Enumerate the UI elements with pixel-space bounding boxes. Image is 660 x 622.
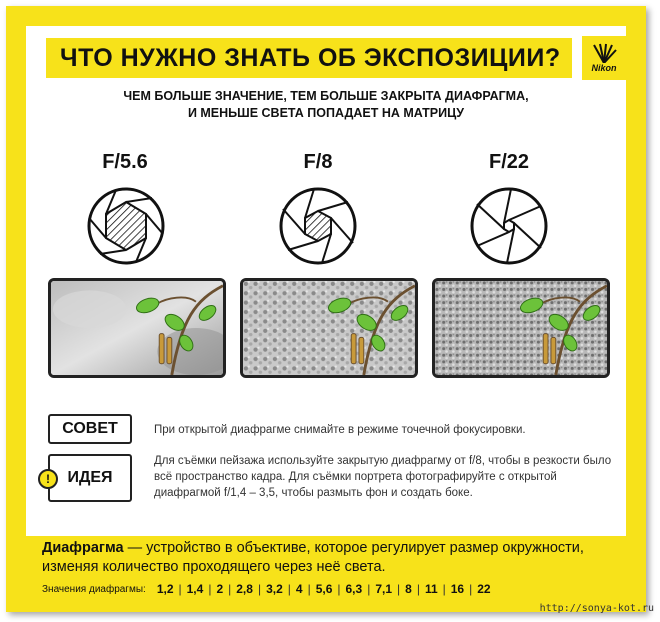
definition [42, 539, 612, 577]
nikon-logo [582, 36, 626, 80]
aperture-value: 11 [424, 582, 438, 596]
idea-label: ИДЕЯ [67, 469, 113, 486]
aperture-value: 5,6 [315, 582, 333, 596]
photo-f56 [48, 278, 226, 378]
aperture-value: 22 [477, 582, 491, 596]
advice-text: При открытой диафрагме снимайте в режиме точечной фокусировки. [154, 424, 526, 436]
logo-rays-icon [591, 43, 617, 63]
value-separator: | [397, 582, 401, 596]
poster-frame [6, 6, 646, 612]
advice-tag: СОВЕТ [48, 414, 132, 444]
idea-tag [48, 454, 132, 502]
aperture-label-1: F/5.6 [102, 151, 148, 173]
idea-text: Для съёмки пейзажа используйте закрытую диафрагму от f/8, чтобы в резкости было всё пространство кадра. Для съёмки портрета фотографируйте с открытой диафрагмой f/1,4 – 3,5, чтобы размыть фон и создать боке. [154, 455, 612, 499]
values-label: Значения диафрагмы: [42, 583, 146, 595]
value-separator: | [469, 582, 473, 596]
aperture-value: 2 [216, 582, 224, 596]
value-separator: | [208, 582, 212, 596]
subtitle [26, 88, 626, 122]
page-title: ЧТО НУЖНО ЗНАТЬ ОБ ЭКСПОЗИЦИИ? [60, 43, 561, 72]
value-separator: | [416, 582, 420, 596]
aperture-narrow-icon [469, 186, 549, 266]
definition-term: Диафрагма [42, 540, 124, 556]
photo-f8 [240, 278, 418, 378]
aperture-value: 8 [405, 582, 412, 596]
aperture-values-row [42, 582, 496, 596]
logo-text: Nikon [591, 63, 617, 73]
aperture-value: 2,8 [236, 582, 253, 596]
content-panel [26, 26, 626, 536]
value-separator: | [228, 582, 232, 596]
aperture-label-3: F/22 [488, 151, 530, 173]
source-url: http://sonya-kot.ru [539, 603, 654, 614]
aperture-value: 7,1 [375, 582, 392, 596]
value-separator: | [307, 582, 311, 596]
aperture-value: 1,4 [186, 582, 204, 596]
value-separator: | [367, 582, 371, 596]
aperture-wide-icon [86, 186, 166, 266]
aperture-value: 16 [450, 582, 465, 596]
value-separator: | [287, 582, 291, 596]
aperture-value: 3,2 [266, 582, 283, 596]
aperture-mid-icon [278, 186, 358, 266]
value-separator: | [337, 582, 341, 596]
aperture-label-2: F/8 [303, 151, 333, 173]
subtitle-line-2: И МЕНЬШЕ СВЕТА ПОПАДАЕТ НА МАТРИЦУ [187, 106, 465, 120]
subtitle-line-1: ЧЕМ БОЛЬШЕ ЗНАЧЕНИЕ, ТЕМ БОЛЬШЕ ЗАКРЫТА ДИАФРАГМА, [123, 89, 529, 103]
value-separator: | [178, 582, 182, 596]
photo-f22 [432, 278, 610, 378]
values-list [152, 582, 496, 596]
aperture-value: 1,2 [156, 582, 174, 596]
exclamation-icon: ! [38, 469, 58, 489]
title-bar [44, 36, 574, 80]
aperture-value: 4 [295, 582, 303, 596]
definition-text: — устройство в объективе, которое регулирует размер окружности, изменяя количество проходящего через неё света. [42, 540, 584, 575]
value-separator: | [442, 582, 446, 596]
aperture-value: 6,3 [345, 582, 363, 596]
value-separator: | [257, 582, 262, 596]
